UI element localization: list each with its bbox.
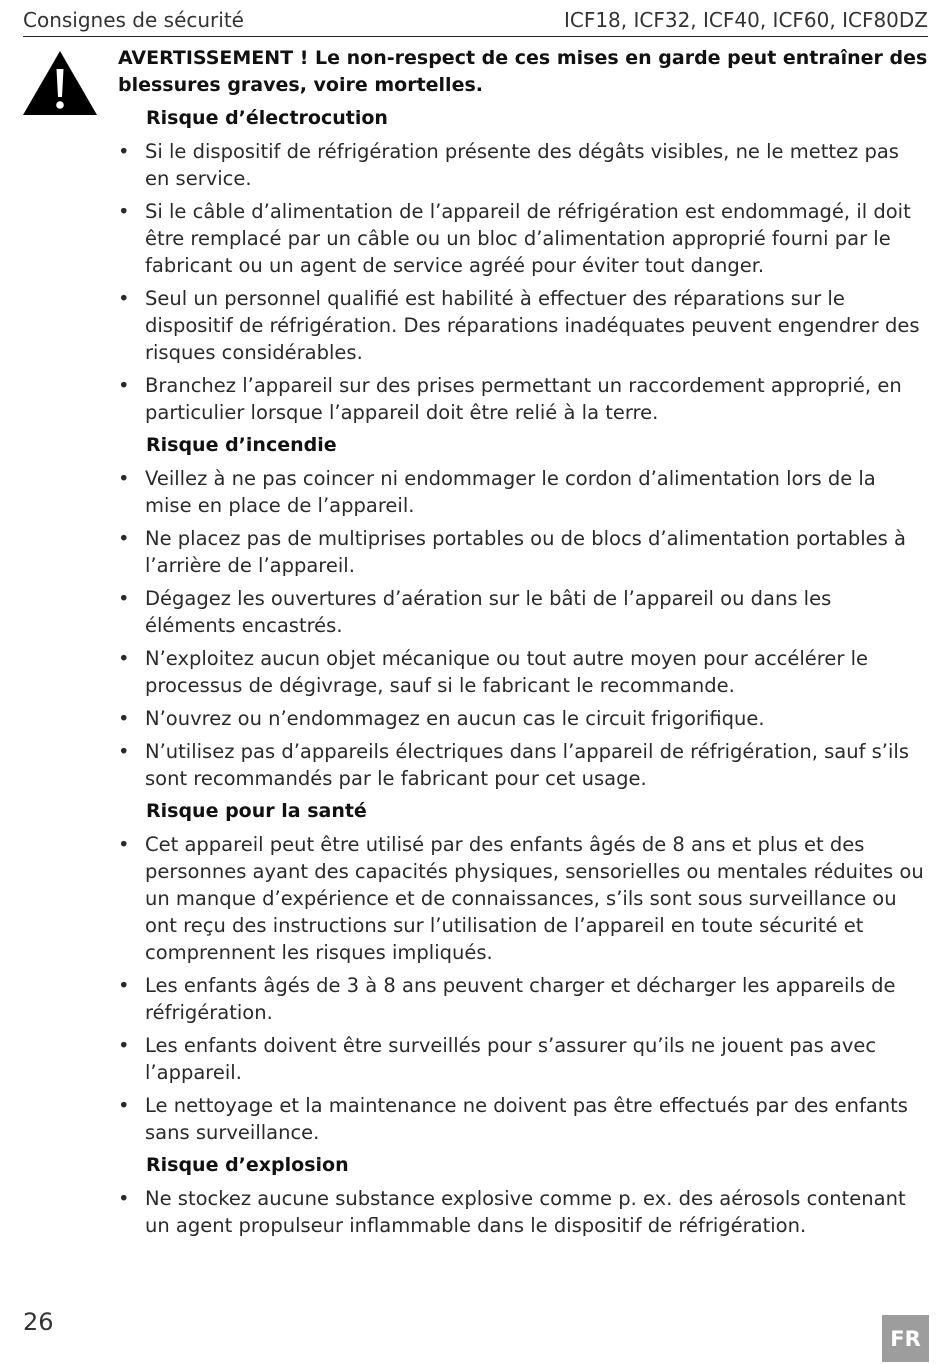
list-item-text: Ne stockez aucune substance explosive comme p. ex. des aérosols contenant un agent propulseur inflammable dans le dispositif de réfrigération. <box>145 1187 906 1237</box>
bullet-marker: • <box>118 527 130 550</box>
header-section-title: Consignes de sécurité <box>23 8 244 32</box>
bullet-list <box>118 465 928 792</box>
list-item <box>118 465 928 519</box>
list-item-text: Ne placez pas de multiprises portables ou de blocs d’alimentation portables à l’arrière de l’appareil. <box>145 527 906 577</box>
list-item <box>118 525 928 579</box>
list-item <box>118 372 928 426</box>
list-item-text: N’ouvrez ou n’endommagez en aucun cas le circuit frigorifique. <box>145 707 765 730</box>
list-item-text: Dégagez les ouvertures d’aération sur le bâti de l’appareil ou dans les éléments encastrés. <box>145 587 832 637</box>
bullet-marker: • <box>118 647 130 670</box>
bullet-marker: • <box>118 587 130 610</box>
list-item <box>118 738 928 792</box>
list-item <box>118 585 928 639</box>
list-item <box>118 138 928 192</box>
bullet-marker: • <box>118 374 130 397</box>
bullet-marker: • <box>118 200 130 223</box>
bullet-marker: • <box>118 974 130 997</box>
bullet-marker: • <box>118 467 130 490</box>
bullet-list <box>118 831 928 1146</box>
list-item <box>118 1032 928 1086</box>
bullet-marker: • <box>118 833 130 856</box>
section-title: Risque d’explosion <box>146 1154 349 1176</box>
hazard-section <box>118 798 928 1146</box>
list-item-text: Veillez à ne pas coincer ni endommager le cordon d’alimentation lors de la mise en place de l’appareil. <box>145 467 876 517</box>
list-item <box>118 645 928 699</box>
list-item <box>118 972 928 1026</box>
page-header <box>23 6 928 37</box>
warning-statement: AVERTISSEMENT ! Le non-respect de ces mises en garde peut entraîner des blessures graves, voire mortelles. <box>118 47 928 96</box>
list-item-text: Les enfants âgés de 3 à 8 ans peuvent charger et décharger les appareils de réfrigération. <box>145 974 896 1024</box>
section-title: Risque d’électrocution <box>146 107 388 129</box>
list-item <box>118 1185 928 1239</box>
hazard-sections <box>118 105 928 1239</box>
list-item-text: Les enfants doivent être surveillés pour s’assurer qu’ils ne jouent pas avec l’appareil. <box>145 1034 877 1084</box>
list-item-text: Si le câble d’alimentation de l’appareil de réfrigération est endommagé, il doit être remplacé par un câble ou un bloc d’alimentation approprié fourni par le fabricant ou un agent de service agréé pour éviter tout danger. <box>145 200 911 277</box>
list-item <box>118 198 928 279</box>
language-badge: FR <box>882 1315 929 1362</box>
bullet-marker: • <box>118 140 130 163</box>
section-title: Risque d’incendie <box>146 434 337 456</box>
hazard-section <box>118 105 928 426</box>
list-item-text: N’exploitez aucun objet mécanique ou tout autre moyen pour accélérer le processus de dégivrage, sauf si le fabricant le recommande. <box>145 647 869 697</box>
list-item-text: Branchez l’appareil sur des prises permettant un raccordement approprié, en particulier lorsque l’appareil doit être relié à la terre. <box>145 374 902 424</box>
bullet-marker: • <box>118 707 130 730</box>
bullet-marker: • <box>118 740 130 763</box>
list-item <box>118 1092 928 1146</box>
bullet-marker: • <box>118 1094 130 1117</box>
section-title: Risque pour la santé <box>146 800 367 822</box>
bullet-marker: • <box>118 1034 130 1057</box>
list-item <box>118 831 928 966</box>
bullet-list <box>118 1185 928 1239</box>
hazard-section <box>118 1152 928 1239</box>
bullet-marker: • <box>118 287 130 310</box>
warning-triangle-icon <box>22 49 98 117</box>
header-model-list: ICF18, ICF32, ICF40, ICF60, ICF80DZ <box>563 8 928 32</box>
list-item-text: Cet appareil peut être utilisé par des enfants âgés de 8 ans et plus et des personnes ayant des capacités physiques, sensorielles ou mentales réduites ou un manque d’expérience et de connaissances, s’ils sont sous surveillance ou ont reçu des instructions sur l’utilisation de l’appareil en toute sécurité et comprennent les risques impliqués. <box>145 833 924 964</box>
bullet-list <box>118 138 928 426</box>
list-item-text: Seul un personnel qualifié est habilité à effectuer des réparations sur le dispositif de réfrigération. Des réparations inadéquates peuvent engendrer des risques considérables. <box>145 287 920 364</box>
list-item <box>118 705 928 732</box>
list-item-text: Si le dispositif de réfrigération présente des dégâts visibles, ne le mettez pas en service. <box>145 140 899 190</box>
safety-content <box>118 45 928 1245</box>
hazard-section <box>118 432 928 792</box>
page-number: 26 <box>23 1308 54 1336</box>
bullet-marker: • <box>118 1187 130 1210</box>
list-item <box>118 285 928 366</box>
list-item-text: N’utilisez pas d’appareils électriques dans l’appareil de réfrigération, sauf s’ils sont recommandés par le fabricant pour cet usage. <box>145 740 910 790</box>
list-item-text: Le nettoyage et la maintenance ne doivent pas être effectués par des enfants sans surveillance. <box>145 1094 908 1144</box>
